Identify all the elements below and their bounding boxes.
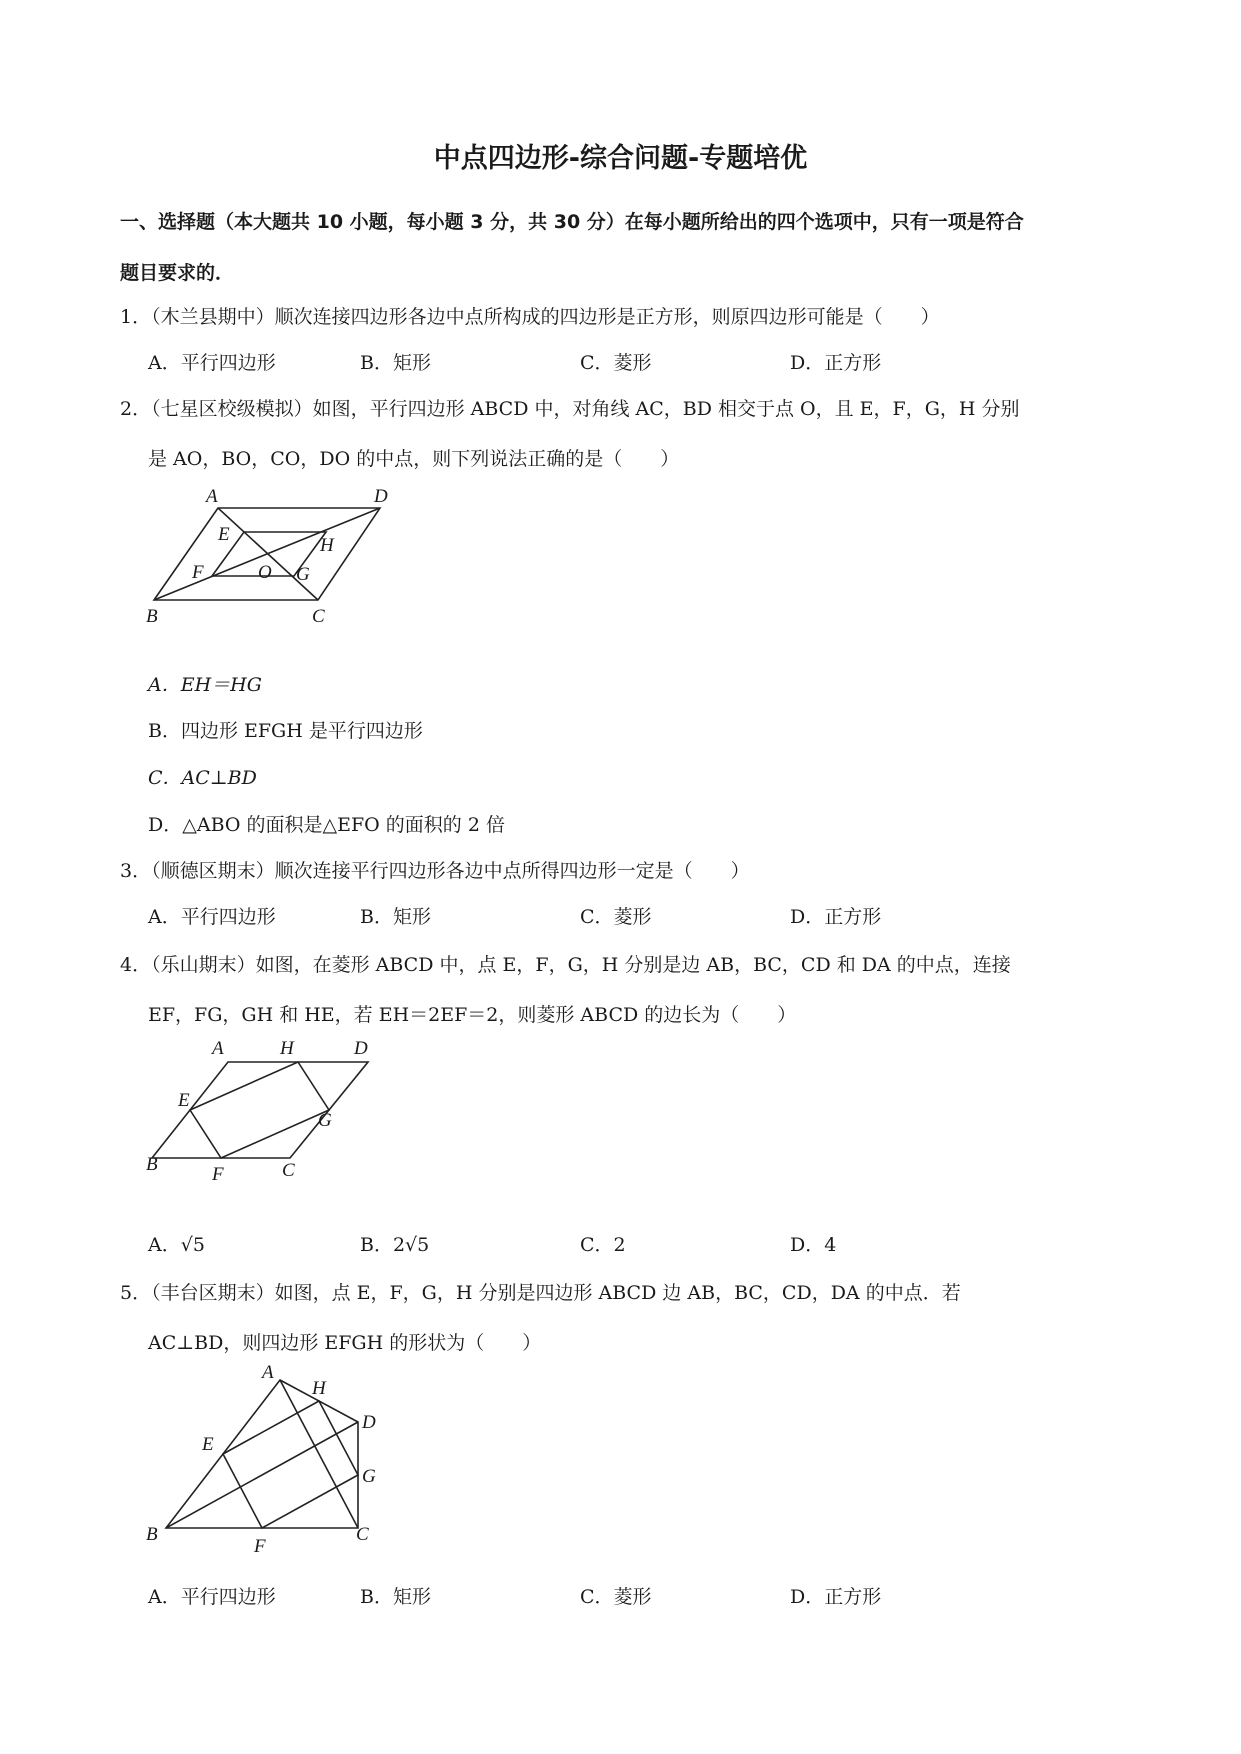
fig4-label-c: C — [282, 1160, 295, 1181]
fig2-label-c: C — [312, 606, 325, 627]
question-1-option-b[interactable]: B．矩形 — [360, 352, 431, 374]
fig5-label-c: C — [356, 1524, 369, 1545]
fig2-label-a: A — [206, 486, 218, 507]
question-3-option-a[interactable]: A．平行四边形 — [148, 906, 276, 928]
fig5-label-h: H — [312, 1378, 326, 1399]
question-2-option-a[interactable]: A．EH＝HG — [148, 674, 262, 696]
question-2-stem-line-2: 是 AO，BO，CO，DO 的中点，则下列说法正确的是（ ） — [148, 448, 680, 470]
fig2-label-h: H — [320, 535, 334, 556]
quadrilateral-efgh — [190, 1062, 329, 1158]
fig4-label-h: H — [280, 1038, 294, 1059]
section-heading-line-2: 题目要求的． — [120, 262, 235, 284]
question-5-option-a[interactable]: A．平行四边形 — [148, 1586, 276, 1608]
question-4-stem-line-1: 4．（乐山期末）如图，在菱形 ABCD 中，点 E，F，G，H 分别是边 AB，BC，CD 和 DA 的中点，连接 — [120, 954, 1011, 976]
diagonal-bd — [154, 508, 380, 600]
question-4-stem-line-2: EF，FG，GH 和 HE，若 EH＝2EF＝2，则菱形 ABCD 的边长为（ ） — [148, 1004, 797, 1026]
question-4-option-c[interactable]: C．2 — [580, 1234, 626, 1256]
fig2-label-e: E — [218, 524, 230, 545]
question-5-figure — [140, 1362, 400, 1562]
fig5-label-f: F — [254, 1536, 266, 1557]
fig5-label-b: B — [146, 1524, 158, 1545]
fig2-label-f: F — [192, 562, 204, 583]
fig2-label-g: G — [296, 564, 310, 585]
question-1-option-c[interactable]: C．菱形 — [580, 352, 652, 374]
question-5-option-b[interactable]: B．矩形 — [360, 1586, 431, 1608]
fig4-label-b: B — [146, 1154, 158, 1175]
question-4-option-a[interactable]: A．√5 — [148, 1234, 205, 1256]
fig2-label-o: O — [258, 562, 272, 583]
section-heading-line-1: 一、选择题（本大题共 10 小题，每小题 3 分，共 30 分）在每小题所给出的四个选项中，只有一项是符合 — [120, 211, 1024, 233]
question-3-option-b[interactable]: B．矩形 — [360, 906, 431, 928]
fig4-label-a: A — [212, 1038, 224, 1059]
question-3-option-d[interactable]: D．正方形 — [790, 906, 882, 928]
question-1-stem: 1．（木兰县期中）顺次连接四边形各边中点所构成的四边形是正方形，则原四边形可能是（ ） — [120, 306, 940, 328]
question-5-stem-line-1: 5．（丰台区期末）如图，点 E，F，G，H 分别是四边形 ABCD 边 AB，BC，CD，DA 的中点．若 — [120, 1282, 961, 1304]
question-1-option-a[interactable]: A．平行四边形 — [148, 352, 276, 374]
question-2-stem-line-1: 2．（七星区校级模拟）如图，平行四边形 ABCD 中，对角线 AC，BD 相交于点 O，且 E，F，G，H 分别 — [120, 398, 1020, 420]
fig4-label-g: G — [318, 1110, 332, 1131]
question-2-option-b[interactable]: B．四边形 EFGH 是平行四边形 — [148, 720, 423, 742]
question-1-option-d[interactable]: D．正方形 — [790, 352, 882, 374]
question-4-figure — [140, 1030, 380, 1190]
question-5-stem-line-2: AC⊥BD，则四边形 EFGH 的形状为（ ） — [148, 1332, 542, 1354]
question-2-figure — [140, 478, 400, 636]
fig4-label-d: D — [354, 1038, 368, 1059]
question-5-option-c[interactable]: C．菱形 — [580, 1586, 652, 1608]
fig5-label-a: A — [262, 1362, 274, 1383]
fig5-label-d: D — [362, 1412, 376, 1433]
fig2-label-d: D — [374, 486, 388, 507]
quadrilateral-abcd — [166, 1380, 358, 1528]
fig5-label-g: G — [362, 1466, 376, 1487]
question-5-option-d[interactable]: D．正方形 — [790, 1586, 882, 1608]
question-3-option-c[interactable]: C．菱形 — [580, 906, 652, 928]
question-4-option-d[interactable]: D．4 — [790, 1234, 837, 1256]
fig4-label-e: E — [178, 1090, 190, 1111]
page-title: 中点四边形-综合问题-专题培优 — [433, 143, 808, 174]
question-2-option-c[interactable]: C．AC⊥BD — [148, 767, 257, 789]
fig2-label-b: B — [146, 606, 158, 627]
fig4-label-f: F — [212, 1164, 224, 1185]
question-4-option-b[interactable]: B．2√5 — [360, 1234, 430, 1256]
quadrilateral-efgh — [223, 1401, 358, 1528]
question-2-option-d[interactable]: D．△ABO 的面积是△EFO 的面积的 2 倍 — [148, 814, 505, 836]
question-3-stem: 3．（顺德区期末）顺次连接平行四边形各边中点所得四边形一定是（ ） — [120, 860, 750, 882]
fig5-label-e: E — [202, 1434, 214, 1455]
